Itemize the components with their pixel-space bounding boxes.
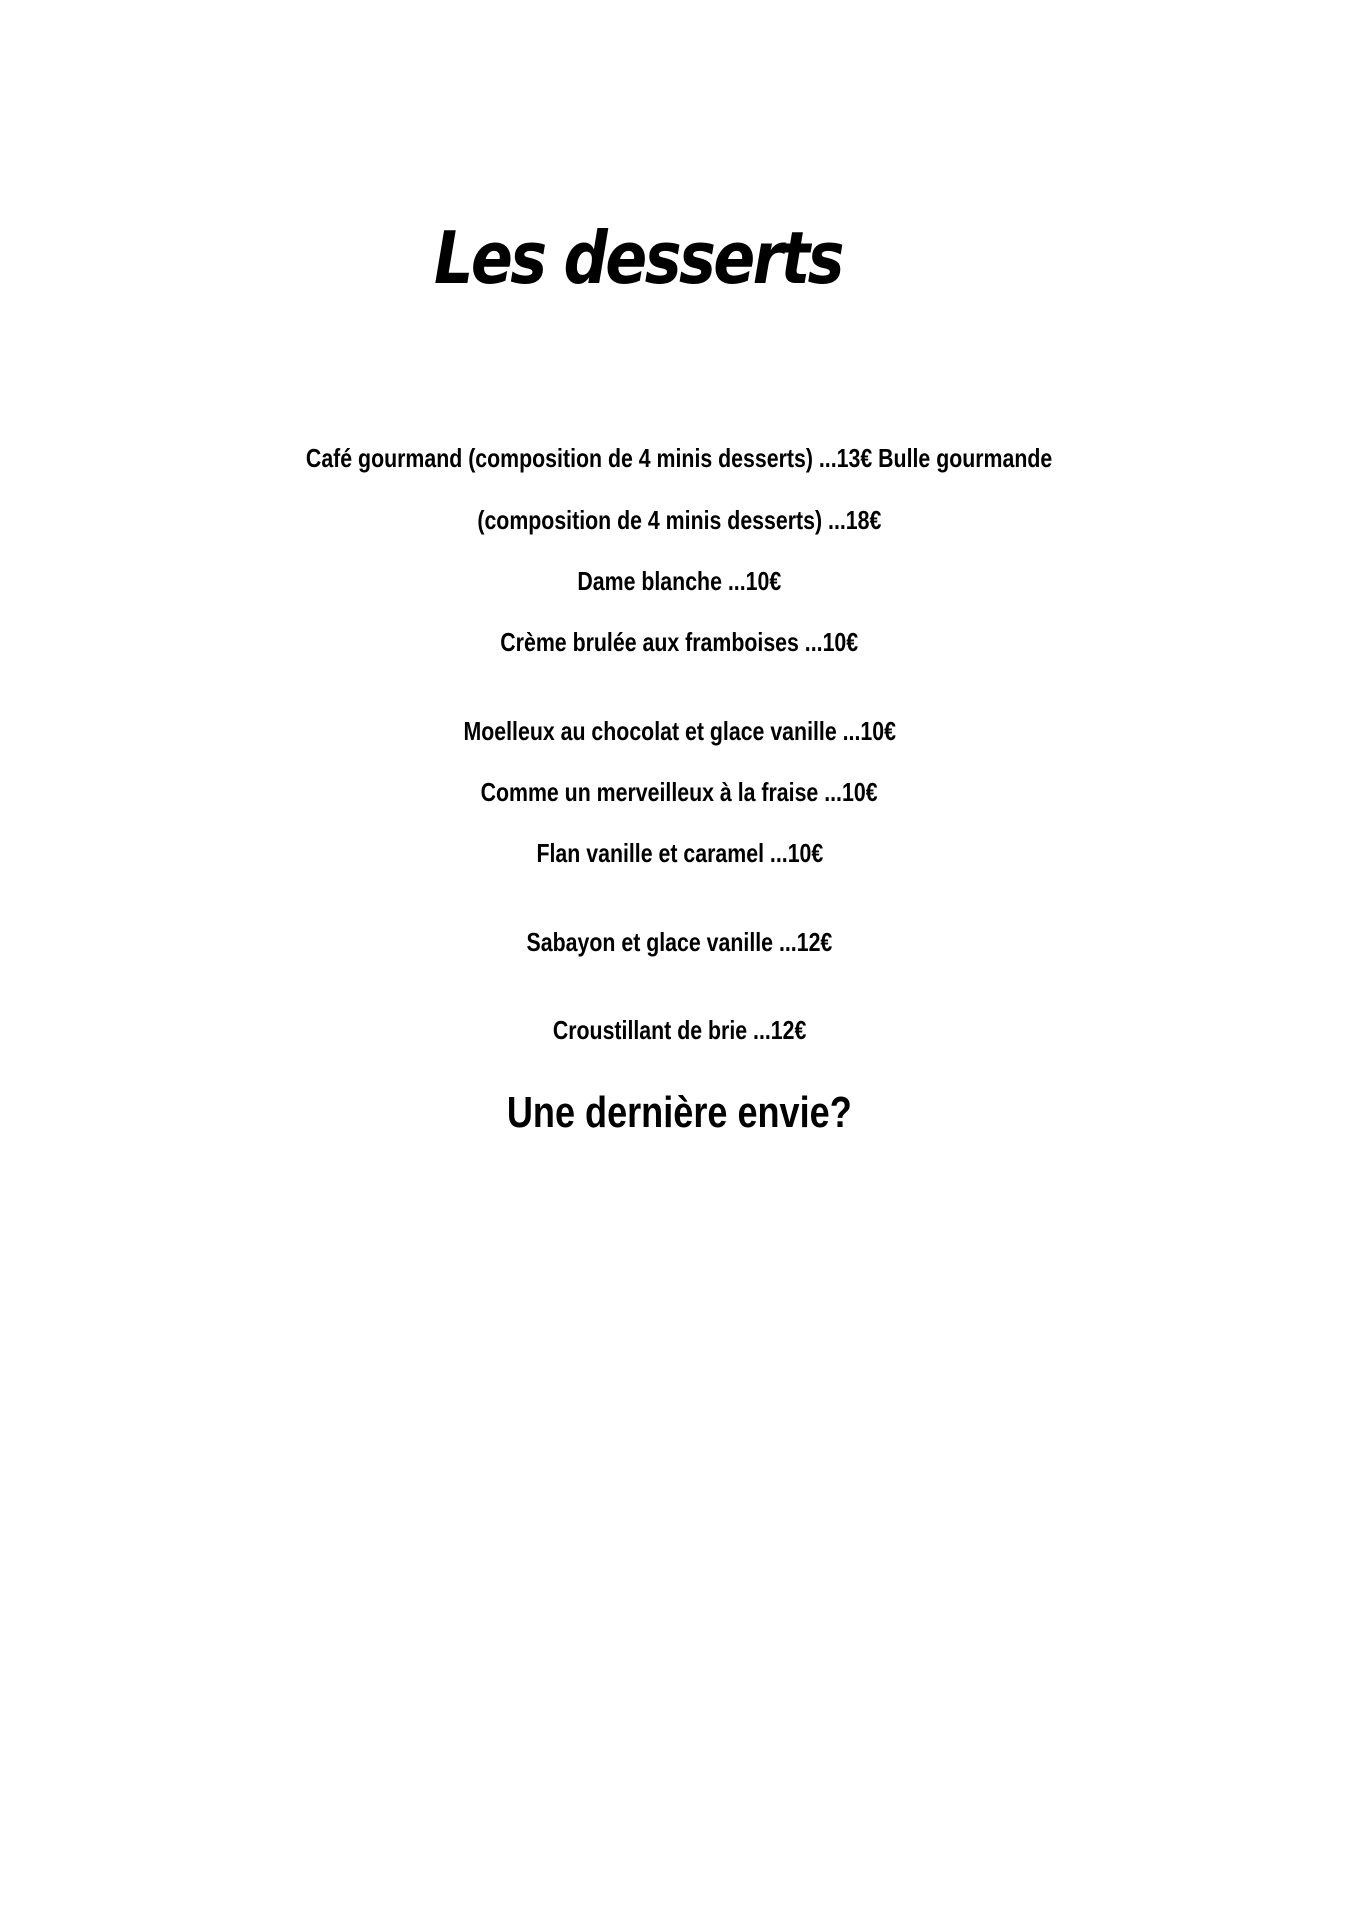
closing-heading-text: Une dernière envie?	[507, 1088, 852, 1137]
menu-line	[0, 777, 1359, 807]
menu-line	[0, 927, 1359, 957]
menu-line	[0, 627, 1359, 657]
menu-line-text: Sabayon et glace vanille ...12€	[526, 927, 833, 957]
menu-line-text: Moelleux au chocolat et glace vanille ...10€	[463, 716, 896, 746]
menu-line	[0, 716, 1359, 746]
menu-line-text: Croustillant de brie ...12€	[552, 1015, 807, 1045]
menu-line-text: Dame blanche ...10€	[577, 566, 782, 596]
menu-line	[0, 505, 1359, 535]
menu-line-text: Comme un merveilleux à la fraise ...10€	[481, 777, 878, 807]
menu-line-text: Crème brulée aux framboises ...10€	[500, 627, 859, 657]
menu-line-text: Café gourmand (composition de 4 minis desserts) ...13€ Bulle gourmande	[306, 443, 1053, 473]
menu-line	[0, 443, 1359, 473]
menu-line-text: Flan vanille et caramel ...10€	[536, 838, 823, 868]
menu-line	[0, 838, 1359, 868]
closing-heading	[0, 1088, 1359, 1138]
menu-line	[0, 566, 1359, 596]
menu-line	[0, 1015, 1359, 1045]
menu-line-text: (composition de 4 minis desserts) ...18€	[477, 505, 882, 535]
page-title: Les desserts	[434, 216, 842, 300]
